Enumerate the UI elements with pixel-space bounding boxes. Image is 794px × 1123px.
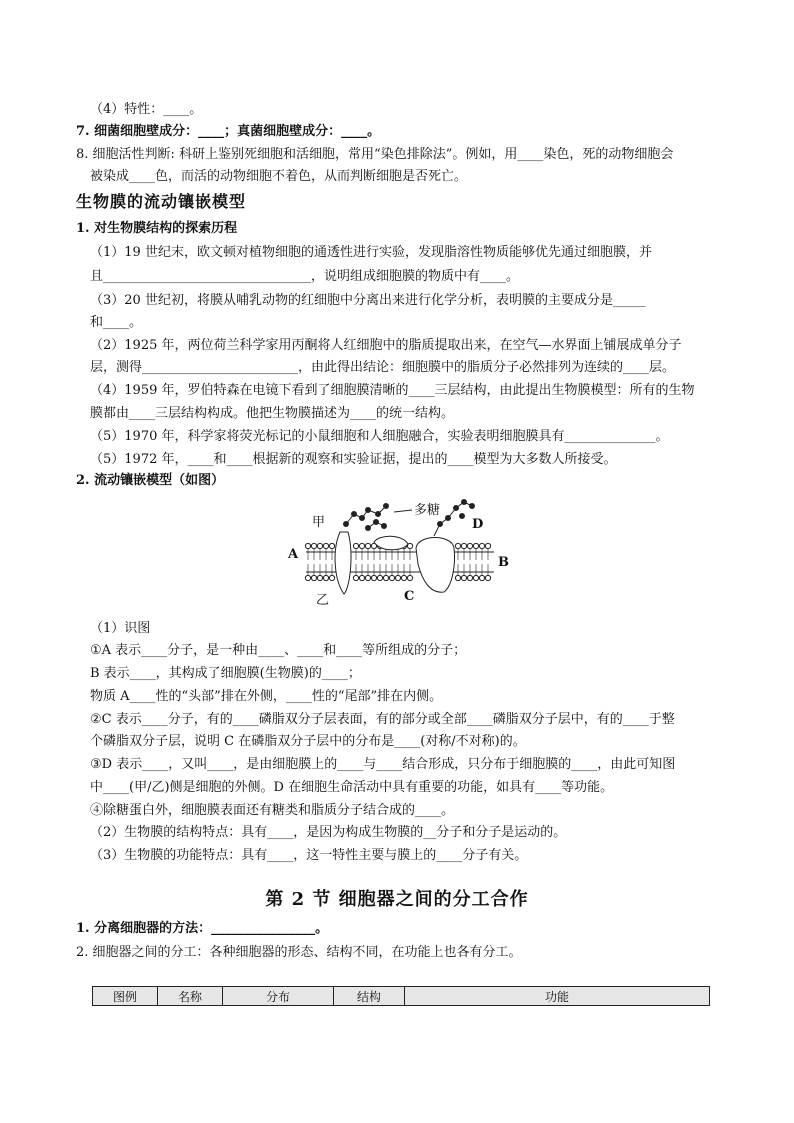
phospholipid-head xyxy=(467,575,472,580)
label-d: D xyxy=(472,517,484,532)
phospholipid-head xyxy=(359,543,364,548)
text-line: 且________________________________，说明组成细胞膜的物质中有____。 xyxy=(90,269,520,284)
text-line: （3）生物膜的功能特点：具有____，这一特性主要与膜上的____分子有关。 xyxy=(90,848,528,863)
phospholipid-head xyxy=(395,575,400,580)
label-b: B xyxy=(498,555,509,570)
phospholipid-head xyxy=(353,575,358,580)
phospholipid-head xyxy=(479,543,484,548)
phospholipid-head xyxy=(377,575,382,580)
text-line: ③D 表示____，又叫____，是由细胞膜上的____与____结合形成，只分布于细胞膜的____，由此可知图 xyxy=(90,757,676,772)
section-heading: 生物膜的流动镶嵌模型 xyxy=(76,192,247,211)
chapter-heading: 第 2 节 细胞器之间的分工合作 xyxy=(265,889,529,910)
phospholipid-head xyxy=(461,543,466,548)
phospholipid-head xyxy=(305,543,310,548)
phospholipid-head xyxy=(407,575,412,580)
phospholipid-head xyxy=(455,575,460,580)
text-line: （2）生物膜的结构特点：具有____，是因为构成生物膜的__分子和分子是运动的。 xyxy=(90,825,567,840)
text-line: 1. 分离细胞器的方法：________________。 xyxy=(76,921,329,936)
phospholipid-head xyxy=(365,543,370,548)
text-line: （5）1970 年，科学家将荧光标记的小鼠细胞和人细胞融合，实验表明细胞膜具有______________。 xyxy=(90,429,669,444)
phospholipid-head xyxy=(317,575,322,580)
text-line: 7. 细菌细胞壁成分：____；真菌细胞壁成分：____。 xyxy=(76,124,381,139)
fluid-mosaic-model-figure xyxy=(284,490,514,612)
table-header-cell: 分布 xyxy=(223,987,334,1006)
phospholipid-head xyxy=(305,575,310,580)
table-header-cell: 功能 xyxy=(405,987,710,1006)
label-c: C xyxy=(404,589,415,604)
phospholipid-head xyxy=(329,543,334,548)
protein-left-spanning xyxy=(335,532,351,594)
organelle-table xyxy=(92,986,710,1006)
text-line: 中____(甲/乙)侧是细胞的外侧。D 在细胞生命活动中具有重要的功能，如具有____等功能。 xyxy=(90,780,614,795)
label-polysaccharide: 多糖 xyxy=(414,503,441,518)
text-line: 物质 A____性的“头部”排在外侧，____性的“尾部”排在内侧。 xyxy=(90,689,443,704)
text-line: （3）20 世纪初，将膜从哺乳动物的红细胞中分离出来进行化学分析，表明膜的主要成分是_____ xyxy=(90,293,646,308)
table-header-cell: 图例 xyxy=(93,987,158,1006)
label-a: A xyxy=(288,547,299,562)
text-line: （1）识图 xyxy=(90,621,151,636)
text-line: （4）1959 年，罗伯特森在电镜下看到了细胞膜清晰的____三层结构，由此提出生物膜模型：所有的生物 xyxy=(90,383,695,398)
text-line: ④除糖蛋白外，细胞膜表面还有糖类和脂质分子结合成的____。 xyxy=(90,803,455,818)
text-line: 和____。 xyxy=(90,315,143,330)
table-header-cell: 名称 xyxy=(158,987,223,1006)
phospholipid-head xyxy=(353,543,358,548)
text-line: ②C 表示____分子，有的____磷脂双分子层表面，有的部分或全部____磷脂双分子层中，有的____于整 xyxy=(90,712,675,727)
text-line: 2. 流动镶嵌模型（如图） xyxy=(76,473,225,488)
phospholipid-head xyxy=(371,575,376,580)
phospholipid-head xyxy=(473,575,478,580)
phospholipid-head xyxy=(485,575,490,580)
text-line: 个磷脂双分子层，说明 C 在磷脂双分子层中的分布是____(对称/不对称)的。 xyxy=(90,734,526,749)
text-line: 2. 细胞器之间的分工：各种细胞器的形态、结构不同，在功能上也各有分工。 xyxy=(76,945,522,960)
phospholipid-head xyxy=(311,575,316,580)
phospholipid-head xyxy=(485,543,490,548)
phospholipid-head xyxy=(389,575,394,580)
phospholipid-head xyxy=(461,575,466,580)
text-line: B 表示____，其构成了细胞膜(生物膜)的____； xyxy=(90,666,361,681)
table-header-row xyxy=(93,987,710,1006)
text-line: 膜都由____三层结构构成。他把生物膜描述为____的统一结构。 xyxy=(90,406,455,421)
phospholipid-head xyxy=(365,575,370,580)
text-line: 8. 细胞活性判断: 科研上鉴别死细胞和活细胞，常用“染色排除法”。例如，用____染色，死的动物细胞会 xyxy=(76,147,674,162)
text-line: 层，测得________________________，由此得出结论：细胞膜中的脂质分子必然排列为连续的____层。 xyxy=(90,360,676,375)
phospholipid-head xyxy=(473,543,478,548)
text-line: ①A 表示____分子，是一种由____、____和____等所组成的分子； xyxy=(90,643,467,658)
phospholipid-head xyxy=(329,575,334,580)
phospholipid-head xyxy=(359,575,364,580)
phospholipid-head xyxy=(323,543,328,548)
phospholipid-head xyxy=(383,575,388,580)
phospholipid-head xyxy=(479,575,484,580)
text-line: （1）19 世纪末，欧文顿对植物细胞的通透性进行实验，发现脂溶性物质能够优先通过细胞膜，并 xyxy=(90,245,652,260)
phospholipid-head xyxy=(467,543,472,548)
label-jia: 甲 xyxy=(312,515,326,530)
label-yi: 乙 xyxy=(316,593,330,608)
text-line: 被染成____色，而活的动物细胞不着色，从而判断细胞是否死亡。 xyxy=(90,169,468,184)
text-line: 1. 对生物膜结构的探索历程 xyxy=(76,221,238,236)
protein-right-spanning xyxy=(416,538,455,593)
phospholipid-head xyxy=(311,543,316,548)
phospholipid-head xyxy=(323,575,328,580)
text-line: （5）1972 年，____和____根据新的观察和实验证据，提出的____模型为大多数人所接受。 xyxy=(90,452,617,467)
phospholipid-head xyxy=(401,575,406,580)
phospholipid-head xyxy=(317,543,322,548)
text-line: （4）特性：____。 xyxy=(90,102,203,117)
table-header-cell: 结构 xyxy=(334,987,405,1006)
polysaccharide-chains xyxy=(344,500,475,537)
phospholipid-head xyxy=(455,543,460,548)
text-line: （2）1925 年，两位荷兰科学家用丙酮将人红细胞中的脂质提取出来，在空气—水界面上铺展成单分子 xyxy=(90,338,682,353)
